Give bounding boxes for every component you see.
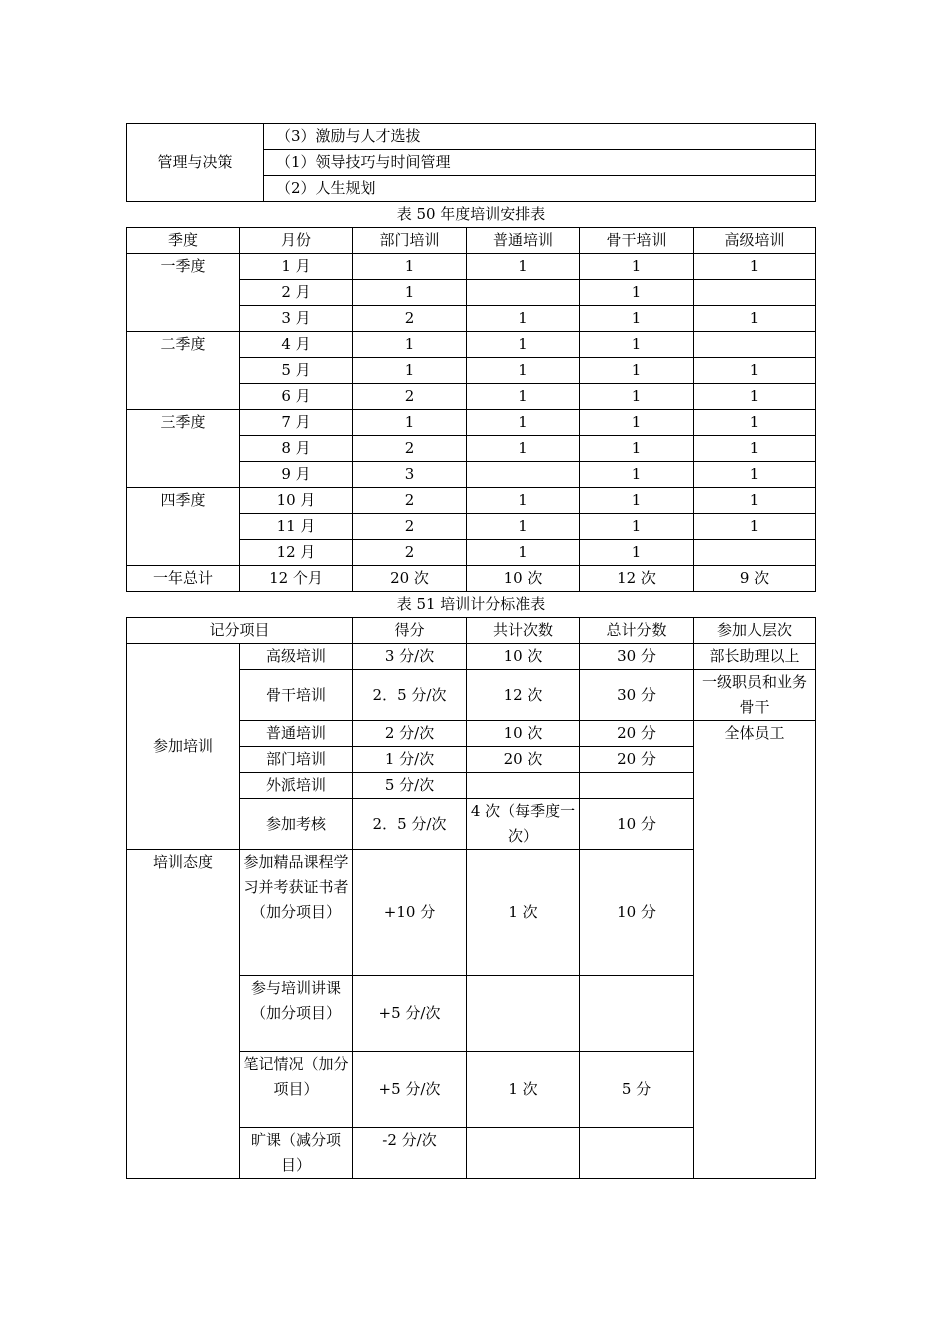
score-cell: +5 分/次 [353, 1052, 467, 1128]
value-cell [694, 540, 816, 566]
value-cell: 1 [467, 514, 580, 540]
month-cell: 7 月 [240, 410, 353, 436]
header-cell: 月份 [240, 228, 353, 254]
value-cell: 1 [694, 488, 816, 514]
item-cell: 旷课（减分项目） [240, 1128, 353, 1179]
score-cell: +5 分/次 [353, 976, 467, 1052]
score-cell: 5 分/次 [353, 773, 467, 799]
table-row [127, 332, 816, 358]
header-cell: 总计分数 [580, 618, 694, 644]
score-cell: 1 分/次 [353, 747, 467, 773]
total-cell: 30 分 [580, 644, 694, 670]
month-cell: 2 月 [240, 280, 353, 306]
value-cell: 1 [467, 358, 580, 384]
month-cell: 8 月 [240, 436, 353, 462]
quarter-cell: 一季度 [127, 254, 240, 332]
value-cell: 1 [580, 540, 694, 566]
table-row [127, 644, 816, 670]
item-cell: 笔记情况（加分项目） [240, 1052, 353, 1128]
item-cell: 高级培训 [240, 644, 353, 670]
value-cell: 1 [580, 280, 694, 306]
value-cell: 1 [467, 332, 580, 358]
header-cell: 记分项目 [127, 618, 353, 644]
value-cell: 1 [467, 540, 580, 566]
value-cell: 1 [580, 384, 694, 410]
item-cell: 部门培训 [240, 747, 353, 773]
item-cell: 参加考核 [240, 799, 353, 850]
value-cell: 2 [353, 540, 467, 566]
level-cell: 一级职员和业务骨干 [694, 670, 816, 721]
month-cell: 3 月 [240, 306, 353, 332]
score-cell: 2．5 分/次 [353, 799, 467, 850]
table-row [127, 254, 816, 280]
month-cell: 1 月 [240, 254, 353, 280]
header-row [127, 618, 816, 644]
value-cell: 1 [467, 436, 580, 462]
count-cell: 10 次 [467, 721, 580, 747]
value-cell: 1 [580, 488, 694, 514]
table51-caption: 表 51 培训计分标准表 [396, 595, 546, 613]
score-cell: -2 分/次 [353, 1128, 467, 1179]
count-cell [467, 1128, 580, 1179]
value-cell: 1 [580, 436, 694, 462]
quarter-cell: 三季度 [127, 410, 240, 488]
item-cell: 外派培训 [240, 773, 353, 799]
header-cell: 部门培训 [353, 228, 467, 254]
month-cell: 11 月 [240, 514, 353, 540]
value-cell: 1 [580, 514, 694, 540]
item-cell: 骨干培训 [240, 670, 353, 721]
item-cell: 参加精品课程学习并考获证书者（加分项目） [240, 850, 353, 976]
value-cell: 1 [694, 410, 816, 436]
total-cell: 12 个月 [240, 566, 353, 592]
value-cell: 1 [580, 358, 694, 384]
header-cell: 骨干培训 [580, 228, 694, 254]
value-cell: 1 [694, 384, 816, 410]
score-cell: +10 分 [353, 850, 467, 976]
value-cell: 1 [353, 332, 467, 358]
count-cell: 4 次（每季度一次） [467, 799, 580, 850]
document-page [126, 123, 816, 1179]
group-cell: 参加培训 [127, 644, 240, 850]
value-cell: 1 [467, 488, 580, 514]
value-cell: 2 [353, 436, 467, 462]
total-cell [580, 976, 694, 1052]
value-cell: 1 [580, 332, 694, 358]
month-cell: 6 月 [240, 384, 353, 410]
total-cell: 12 次 [580, 566, 694, 592]
count-cell: 10 次 [467, 644, 580, 670]
total-cell [580, 773, 694, 799]
training-scoring-table [126, 617, 816, 1179]
total-label: 一年总计 [127, 566, 240, 592]
month-cell: 10 月 [240, 488, 353, 514]
value-cell: 1 [694, 514, 816, 540]
value-cell: 2 [353, 488, 467, 514]
total-cell: 20 分 [580, 747, 694, 773]
value-cell [467, 280, 580, 306]
value-cell: 1 [694, 358, 816, 384]
value-cell: 1 [580, 254, 694, 280]
course-item: （2）人生规划 [264, 176, 816, 202]
annual-training-schedule-table [126, 227, 816, 592]
value-cell: 2 [353, 514, 467, 540]
month-cell: 5 月 [240, 358, 353, 384]
total-cell: 30 分 [580, 670, 694, 721]
total-cell: 20 次 [353, 566, 467, 592]
value-cell [694, 332, 816, 358]
total-cell [580, 1128, 694, 1179]
value-cell: 1 [580, 306, 694, 332]
value-cell: 1 [467, 254, 580, 280]
total-cell: 10 次 [467, 566, 580, 592]
value-cell: 3 [353, 462, 467, 488]
value-cell: 1 [353, 358, 467, 384]
count-cell [467, 773, 580, 799]
total-cell: 10 分 [580, 799, 694, 850]
table-row [127, 410, 816, 436]
header-cell: 得分 [353, 618, 467, 644]
value-cell: 1 [353, 280, 467, 306]
value-cell [694, 280, 816, 306]
course-item: （1）领导技巧与时间管理 [264, 150, 816, 176]
value-cell: 1 [353, 410, 467, 436]
value-cell: 2 [353, 384, 467, 410]
value-cell [467, 462, 580, 488]
header-cell: 高级培训 [694, 228, 816, 254]
count-cell: 1 次 [467, 850, 580, 976]
value-cell: 1 [694, 436, 816, 462]
value-cell: 1 [694, 306, 816, 332]
value-cell: 1 [467, 384, 580, 410]
value-cell: 1 [580, 410, 694, 436]
value-cell: 1 [694, 462, 816, 488]
total-cell: 20 分 [580, 721, 694, 747]
total-cell: 5 分 [580, 1052, 694, 1128]
quarter-cell: 二季度 [127, 332, 240, 410]
table50-caption: 表 50 年度培训安排表 [396, 205, 546, 223]
quarter-cell: 四季度 [127, 488, 240, 566]
count-cell: 12 次 [467, 670, 580, 721]
value-cell: 1 [694, 254, 816, 280]
header-row [127, 228, 816, 254]
total-cell: 9 次 [694, 566, 816, 592]
count-cell: 1 次 [467, 1052, 580, 1128]
header-cell: 参加人层次 [694, 618, 816, 644]
course-item: （3）激励与人才选拔 [264, 124, 816, 150]
item-cell: 参与培训讲课（加分项目） [240, 976, 353, 1052]
item-cell: 普通培训 [240, 721, 353, 747]
header-cell: 季度 [127, 228, 240, 254]
table-row [127, 488, 816, 514]
value-cell: 1 [580, 462, 694, 488]
level-cell: 全体员工 [694, 721, 816, 1179]
header-cell: 共计次数 [467, 618, 580, 644]
value-cell: 1 [467, 410, 580, 436]
total-cell: 10 分 [580, 850, 694, 976]
value-cell: 1 [467, 306, 580, 332]
management-decision-table [126, 123, 816, 202]
category-cell: 管理与决策 [127, 124, 264, 202]
count-cell: 20 次 [467, 747, 580, 773]
score-cell: 2．5 分/次 [353, 670, 467, 721]
score-cell: 2 分/次 [353, 721, 467, 747]
month-cell: 12 月 [240, 540, 353, 566]
value-cell: 2 [353, 306, 467, 332]
score-cell: 3 分/次 [353, 644, 467, 670]
group-cell: 培训态度 [127, 850, 240, 1179]
header-cell: 普通培训 [467, 228, 580, 254]
total-row [127, 566, 816, 592]
month-cell: 9 月 [240, 462, 353, 488]
value-cell: 1 [353, 254, 467, 280]
month-cell: 4 月 [240, 332, 353, 358]
count-cell [467, 976, 580, 1052]
level-cell: 部长助理以上 [694, 644, 816, 670]
